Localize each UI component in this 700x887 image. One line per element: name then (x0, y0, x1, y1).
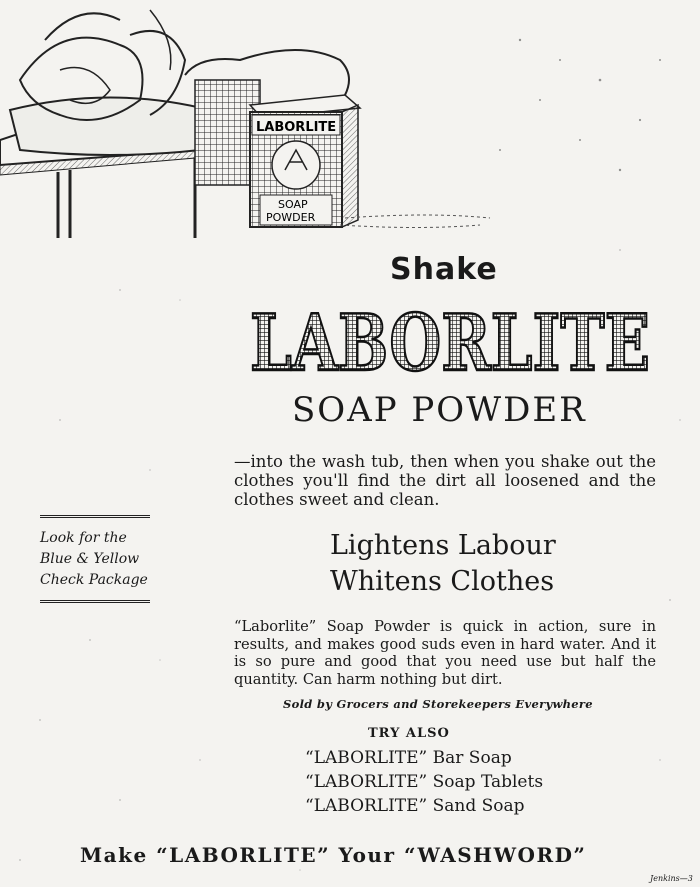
look-for-box (40, 515, 150, 603)
claim-whitens: Whitens Clothes (330, 566, 555, 597)
package-label-soap: SOAP (278, 198, 308, 211)
look-for-line-3: Check Package (40, 572, 148, 588)
product-soap-tablets: “LABORLITE” Soap Tablets (305, 772, 544, 792)
intro-paragraph: —into the wash tub, then when you shake out the clothes you'll find the dirt all loosened and the clothes sweet and clean. (234, 452, 656, 509)
slogan: Make “LABORLITE” Your “WASHWORD” (80, 843, 587, 867)
shake-heading: Shake (390, 252, 498, 287)
claims (330, 528, 556, 600)
package-brand-text: LABORLITE (256, 120, 337, 135)
washtub-illustration (0, 0, 700, 245)
try-also-list (305, 746, 543, 818)
brand-wordmark-text: LABORLITE (250, 300, 650, 380)
look-for-line-2: Blue & Yellow (40, 551, 140, 567)
claim-lightens: Lightens Labour (330, 530, 556, 561)
product-name: SOAP POWDER (292, 390, 587, 430)
look-for-line-1: Look for the (40, 530, 127, 546)
product-bar-soap: “LABORLITE” Bar Soap (305, 748, 512, 768)
product-sand-soap: “LABORLITE” Sand Soap (305, 796, 525, 816)
package-label-powder: POWDER (266, 211, 316, 224)
try-also-heading: TRY ALSO (368, 726, 450, 741)
body-paragraph: “Laborlite” Soap Powder is quick in action, sure in results, and makes good suds even in hard water. And it is so pure and good that you need use but half the quantity. Can harm nothing but dirt. (234, 618, 656, 688)
artist-credit: Jenkins—3 (650, 874, 693, 883)
sold-by-line: Sold by Grocers and Storekeepers Everywhere (283, 697, 593, 711)
brand-wordmark (248, 300, 652, 380)
